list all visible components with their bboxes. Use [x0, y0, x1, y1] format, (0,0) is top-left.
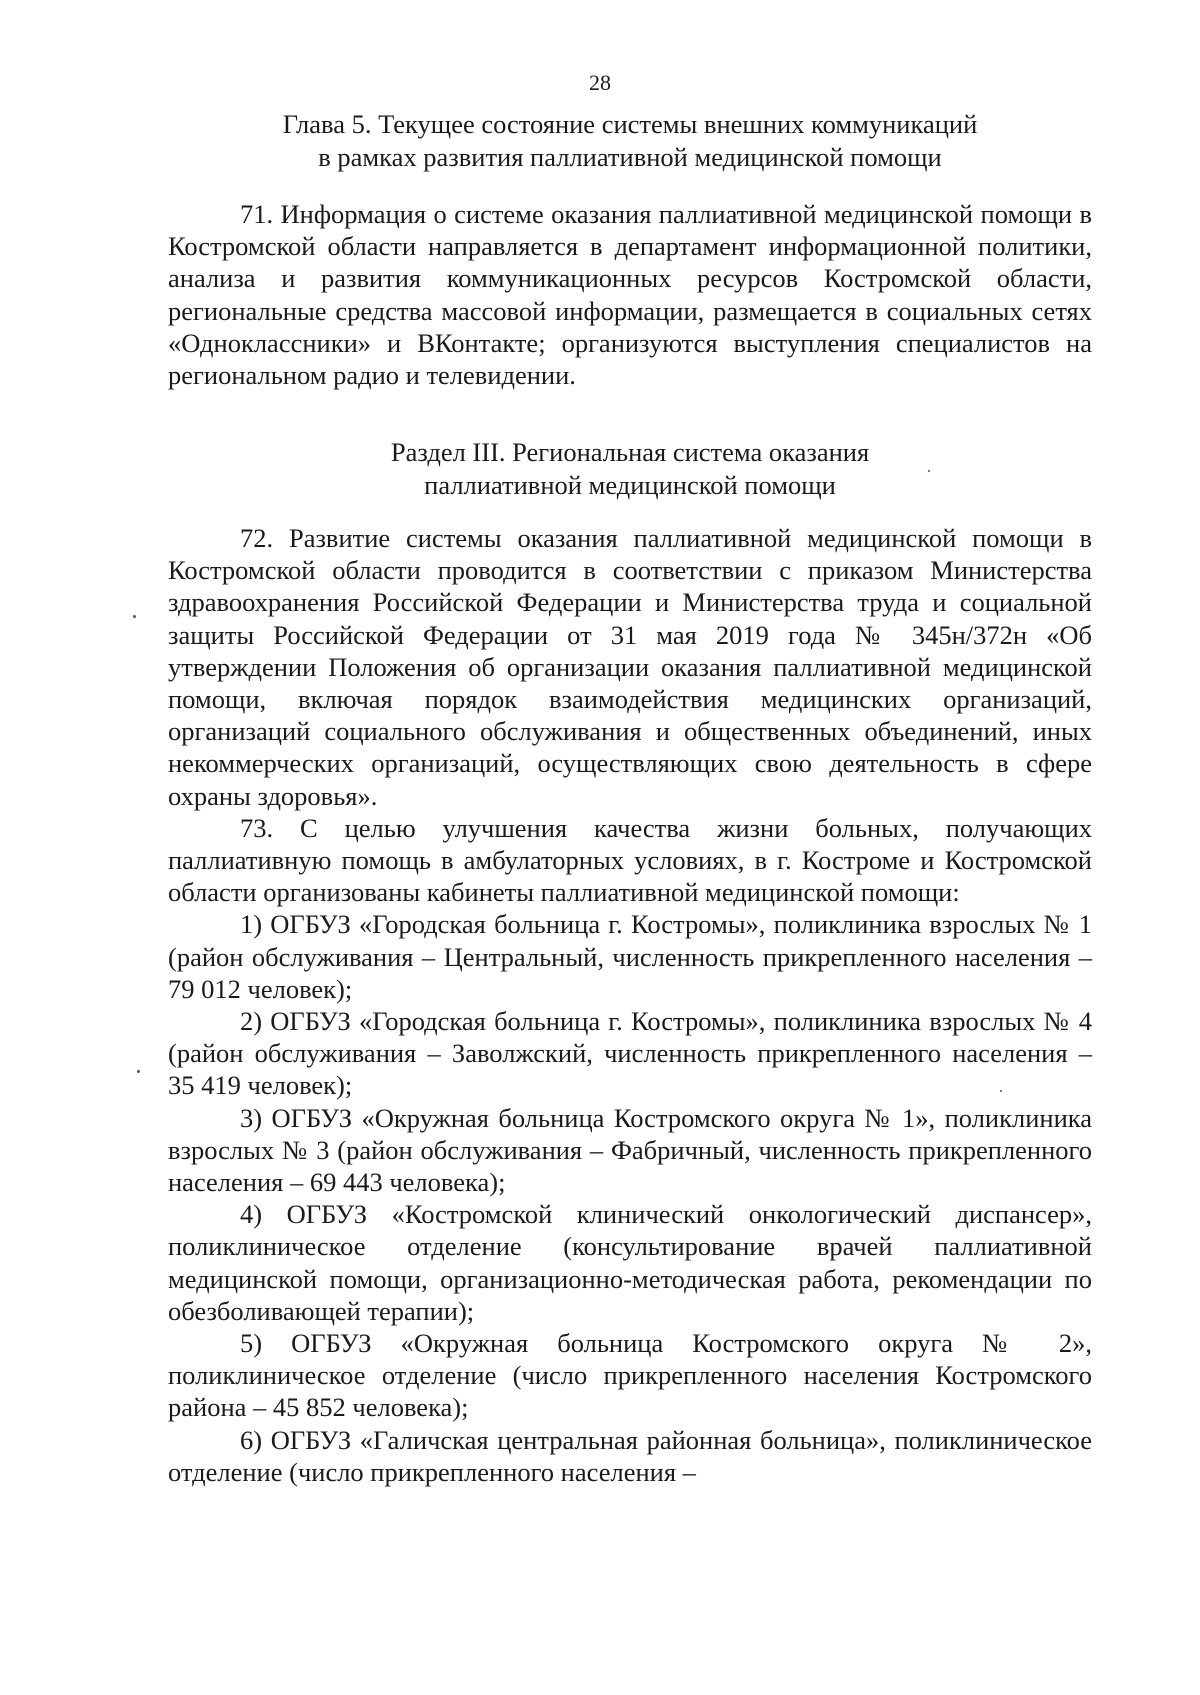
list-item-1: 1) ОГБУЗ «Городская больница г. Костромы», поликлиника взрослых № 1 (район обслуживания – Центральный, численность прикрепленного населения – 79 012 человек); [168, 909, 1092, 1004]
section-heading-line-1: Раздел III. Региональная система оказания [390, 437, 870, 467]
chapter-heading [168, 108, 1092, 173]
section-heading [168, 436, 1092, 501]
paragraph-71: 71. Информация о системе оказания паллиативной медицинской помощи в Костромской области направляется в департамент информационной политики, анализа и развития коммуникационных ресурсов Костромской области, региональные средства массовой информации, размещается в социальных сетях «Одноклассники» и ВКонтакте; организуются выступления специалистов на региональном радио и телевидении. [168, 199, 1092, 391]
list-item-4: 4) ОГБУЗ «Костромской клинический онкологический диспансер», поликлиническое отделение (консультирование врачей паллиативной медицинской помощи, организационно-методическая работа, рекомендации по обезболивающей терапии); [168, 1199, 1092, 1326]
scan-speck [133, 615, 136, 618]
list-item-2: 2) ОГБУЗ «Городская больница г. Костромы», поликлиника взрослых № 4 (район обслуживания – Заволжский, численность прикрепленного населения – 35 419 человек); [168, 1006, 1092, 1101]
paragraph-72: 72. Развитие системы оказания паллиативной медицинской помощи в Костромской области проводится в соответствии с приказом Министерства здравоохранения Российской Федерации и Министерства труда и социальной защиты Российской Федерации от 31 мая 2019 года № 345н/372н «Об утверждении Положения об организации оказания паллиативной медицинской помощи, включая порядок взаимодействия медицинских организаций, организаций социального обслуживания и общественных объединений, иных некоммерческих организаций, осуществляющих свою деятельность в сфере охраны здоровья». [168, 523, 1092, 811]
paragraph-73: 73. С целью улучшения качества жизни больных, получающих паллиативную помощь в амбулаторных условиях, в г. Костроме и Костромской области организованы кабинеты паллиативной медицинской помощи: [168, 812, 1092, 908]
section-heading-line-2: паллиативной медицинской помощи [424, 469, 836, 500]
chapter-5-body [168, 198, 1092, 391]
page-number: 28 [589, 70, 611, 95]
scan-speck [928, 470, 930, 472]
scan-speck [137, 1070, 140, 1073]
chapter-heading-line-2: в рамках развития паллиативной медицинской помощи [318, 141, 942, 172]
list-item-5: 5) ОГБУЗ «Окружная больница Костромского округа № 2», поликлиническое отделение (число прикрепленного населения Костромского района – 45 852 человека); [168, 1328, 1092, 1423]
chapter-heading-line-1: Глава 5. Текущее состояние системы внешних коммуникаций [282, 109, 978, 139]
list-item-6: 6) ОГБУЗ «Галичская центральная районная больница», поликлиническое отделение (число прикрепленного населения – [168, 1424, 1092, 1487]
scan-speck [1000, 1090, 1002, 1092]
section-3-body [168, 522, 1092, 1488]
list-item-3: 3) ОГБУЗ «Окружная больница Костромского округа № 1», поликлиника взрослых № 3 (район обслуживания – Фабричный, численность прикрепленного населения – 69 443 человека); [168, 1102, 1092, 1198]
